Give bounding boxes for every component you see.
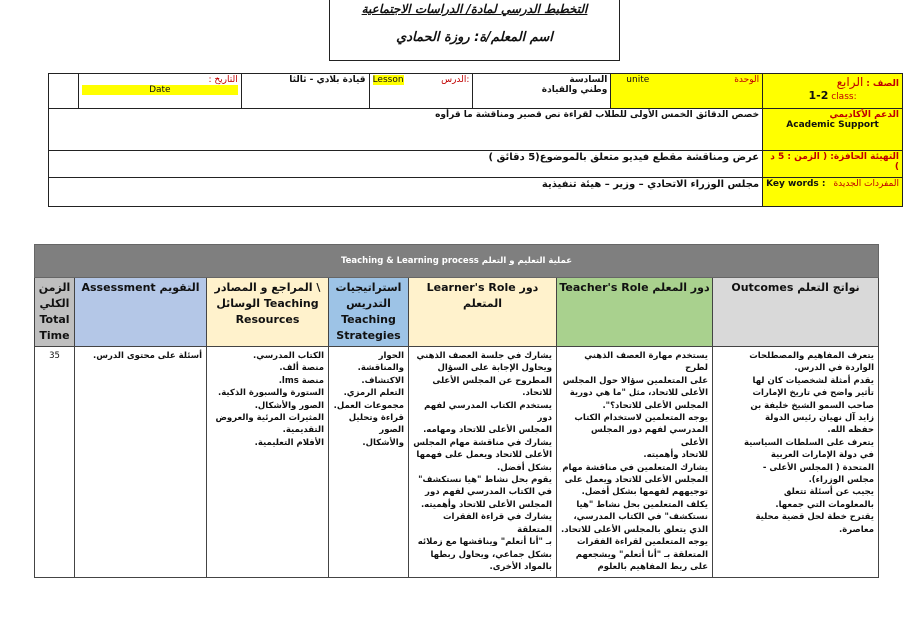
cell-line: بالمعلومات التي جمعها. bbox=[775, 499, 874, 510]
cell-line: يوجه المتعلمين لقراءة الفقرات bbox=[577, 537, 708, 548]
cell-line: يشارك في جلسة العصف الذهني bbox=[416, 351, 552, 361]
unit-label-en: unite bbox=[626, 75, 650, 85]
cell-line: حفظه الله. bbox=[827, 425, 874, 436]
academic-label-ar: الدعم الأكاديمي bbox=[829, 110, 899, 120]
class-label: class: bbox=[831, 92, 857, 102]
plan-title: التخطيط الدرسي لمادة/ الدراسات الاجتماعية bbox=[361, 2, 588, 16]
cell-line: بشكل جماعي، ويحاول ربطها bbox=[430, 549, 552, 560]
grade-label: الصف : bbox=[866, 79, 899, 89]
cell-line: المتحدة ( المجلس الأعلى - bbox=[762, 462, 874, 473]
cell-line: الواردة في الدرس. bbox=[794, 363, 874, 374]
teacher-name: اسم المعلم/ة: روزة الحمادي bbox=[396, 30, 553, 45]
academic-text: خصص الدقائق الخمس الأولى للطلاب لقراءة نص قصير ومناقشة ما قرأوه bbox=[49, 109, 763, 151]
learner-cell bbox=[409, 347, 557, 578]
warmup-text: عرض ومناقشة مقطع فيديو متعلق بالموضوع(5 دقائق ) bbox=[49, 151, 763, 178]
cell-line: يشارك المتعلمين في مناقشة مهام bbox=[562, 462, 708, 473]
cell-line: بشكل أفضل. bbox=[496, 462, 552, 473]
cell-line: الصور والأشكال. bbox=[254, 400, 324, 411]
cell-line: يشارك في قراءة الفقرات المتعلقة bbox=[443, 512, 552, 535]
keywords-text: مجلس الوزراء الاتحادي – وزير – هيئة تنفيذية bbox=[49, 178, 763, 207]
lesson-label-ar: الدرس: bbox=[441, 75, 470, 85]
header-resources: المراجع و المصادر \ الوسائل Teaching Resources bbox=[207, 278, 329, 347]
cell-line: الستورة والسبورة الذكية. bbox=[218, 388, 324, 399]
process-table bbox=[34, 244, 879, 578]
cell-line: زايد آل نهيان رئيس الدولة bbox=[765, 413, 874, 424]
time-value: 35 bbox=[35, 347, 75, 578]
keywords-label-cell bbox=[763, 178, 903, 207]
cell-line: التقديمية. bbox=[282, 425, 324, 436]
cell-line: الأعلى للاتحاد، مثل "ما هي دورية bbox=[569, 388, 708, 399]
cell-line: والأشكال. bbox=[362, 437, 404, 448]
cell-line: يقترح خطة لحل قضية محلية bbox=[755, 512, 874, 523]
strategies-cell bbox=[329, 347, 409, 578]
cell-line: المجلس الأعلى للاتحاد وأهميته. bbox=[420, 499, 552, 510]
academic-label-cell bbox=[763, 109, 903, 151]
cell-line: على المتعلمين سؤالا حول المجلس bbox=[562, 375, 708, 386]
cell-line: مجموعات العمل. bbox=[333, 400, 404, 411]
cell-line: مجلس الوزراء). bbox=[808, 475, 874, 486]
cell-line: يتعرف على السلطات السياسية bbox=[743, 437, 874, 448]
cell-line: المطروح عن المجلس الأعلى bbox=[432, 375, 552, 386]
date-label-en: Date bbox=[82, 85, 238, 95]
cell-line: صاحب السمو الشيخ خليفة بن bbox=[750, 400, 874, 411]
cell-line: الكتاب المدرسي. bbox=[252, 351, 324, 361]
lesson-label-en: Lesson bbox=[372, 75, 404, 85]
cell-line: منصة ألف. bbox=[279, 363, 324, 374]
cell-line: أسئلة على محتوى الدرس. bbox=[93, 351, 202, 361]
cell-line: للاتحاد. bbox=[522, 388, 552, 399]
date-label-ar: التاريخ : bbox=[208, 75, 238, 85]
header-learner: Learner's Role دور المتعلم bbox=[409, 278, 557, 347]
header-time: الزمن الكلي Total Time bbox=[35, 278, 75, 347]
header-outcomes: Outcomes نواتج التعلم bbox=[713, 278, 879, 347]
cell-line: الأفلام التعليمية. bbox=[254, 437, 324, 448]
header-teacher: Teacher's Role دور المعلم bbox=[557, 278, 713, 347]
cell-line: الأعلى للاتحاد ويعمل على فهمها bbox=[416, 450, 552, 461]
resources-cell bbox=[207, 347, 329, 578]
cell-line: بـ "أنا أتعلم" ويناقشها مع زملائه bbox=[417, 537, 552, 548]
cell-line: يتعرف المفاهيم والمصطلحات bbox=[749, 351, 874, 361]
warmup-label: التهيئة الحافزة: ( الزمن : 5 د ) bbox=[763, 151, 903, 178]
outcomes-cell bbox=[713, 347, 879, 578]
process-title: Teaching & Learning process عملية التعليم و التعلم bbox=[35, 245, 879, 278]
keywords-label-ar: المفردات الجديدة bbox=[833, 179, 899, 189]
assessment-cell bbox=[75, 347, 207, 578]
cell-line: الحوار والمناقشة. bbox=[357, 351, 404, 374]
cell-line: توجيههم لفهمها بشكل أفضل. bbox=[581, 487, 708, 498]
blank-cell bbox=[49, 74, 79, 109]
cell-line: بالمواد الأخرى. bbox=[489, 561, 552, 572]
cell-line: للاتحاد وأهميته. bbox=[643, 450, 708, 461]
cell-line: المتعلقة بـ "أنا أتعلم" ويشجعهم bbox=[575, 549, 708, 560]
unit-label-cell bbox=[611, 74, 763, 109]
cell-line: في دولة الإمارات العربية bbox=[770, 450, 874, 461]
date-cell bbox=[78, 74, 241, 109]
lesson-value: قيادة بلادي - ثالثا bbox=[241, 74, 369, 109]
keywords-label-en: Key words : bbox=[766, 179, 826, 189]
unit-label-ar: الوحدة bbox=[734, 75, 760, 85]
grade-value: الرابع bbox=[836, 75, 864, 89]
cell-line: ويحاول الإجابة على السؤال bbox=[437, 363, 552, 374]
cell-line: المثيرات المرئية والعروض bbox=[215, 413, 324, 424]
cell-line: نستكشف" في الكتاب المدرسي، bbox=[573, 512, 708, 523]
cell-line: يستخدم الكتاب المدرسي لفهم دور bbox=[424, 400, 552, 424]
cell-line: يستخدم مهارة العصف الذهني لطرح bbox=[584, 351, 708, 374]
cell-line: منصة lms. bbox=[278, 375, 324, 386]
cell-line: تأثير واضح في تاريخ الإمارات bbox=[752, 388, 874, 399]
unit-value-2: وطني والقيادة bbox=[541, 85, 608, 95]
title-box bbox=[329, 0, 620, 61]
cell-line: الاكتشاف. bbox=[361, 375, 404, 386]
unit-value-1: السادسة bbox=[569, 75, 608, 85]
cell-line: يجيب عن أسئلة تتعلق bbox=[783, 487, 874, 498]
teacher-cell bbox=[557, 347, 713, 578]
cell-line: يقدم أمثلة لشخصيات كان لها bbox=[752, 375, 874, 386]
cell-line: المجلس الأعلى للاتحاد ويعمل على bbox=[564, 475, 708, 486]
cell-line: قراءة وتحليل الصور bbox=[348, 413, 404, 436]
lesson-label-cell bbox=[369, 74, 473, 109]
cell-line: المجلس الأعلى للاتحاد ومهامه. bbox=[423, 425, 552, 436]
academic-label-en: Academic Support bbox=[786, 120, 879, 130]
cell-line: المجلس الأعلى للاتحاد؟". bbox=[602, 400, 708, 411]
class-value: 1-2 bbox=[808, 89, 829, 102]
cell-line: يقوم بحل نشاط "هيا نستكشف" bbox=[418, 475, 552, 486]
grade-cell bbox=[763, 74, 903, 109]
cell-line: على ربط المفاهيم بالعلوم bbox=[597, 561, 708, 572]
cell-line: في الكتاب المدرسي لفهم دور bbox=[425, 487, 552, 498]
unit-value-cell bbox=[473, 74, 611, 109]
cell-line: الذي يتعلق بالمجلس الأعلى للاتحاد. bbox=[561, 524, 708, 535]
cell-line: يوجه المتعلمين لاستخدام الكتاب bbox=[574, 413, 708, 424]
cell-line: معاصرة. bbox=[838, 524, 874, 535]
lesson-info-table bbox=[48, 73, 903, 207]
cell-line: المدرسي لفهم دور المجلس الأعلى bbox=[591, 425, 708, 448]
cell-line: يكلف المتعلمين بحل نشاط "هيا bbox=[576, 499, 708, 510]
header-strategies: استراتيجيات التدريس Teaching Strategies bbox=[329, 278, 409, 347]
cell-line: يشارك في مناقشة مهام المجلس bbox=[413, 437, 552, 448]
header-assessment: Assessment التقويم bbox=[75, 278, 207, 347]
cell-line: التعلم الرمزي. bbox=[343, 388, 404, 399]
